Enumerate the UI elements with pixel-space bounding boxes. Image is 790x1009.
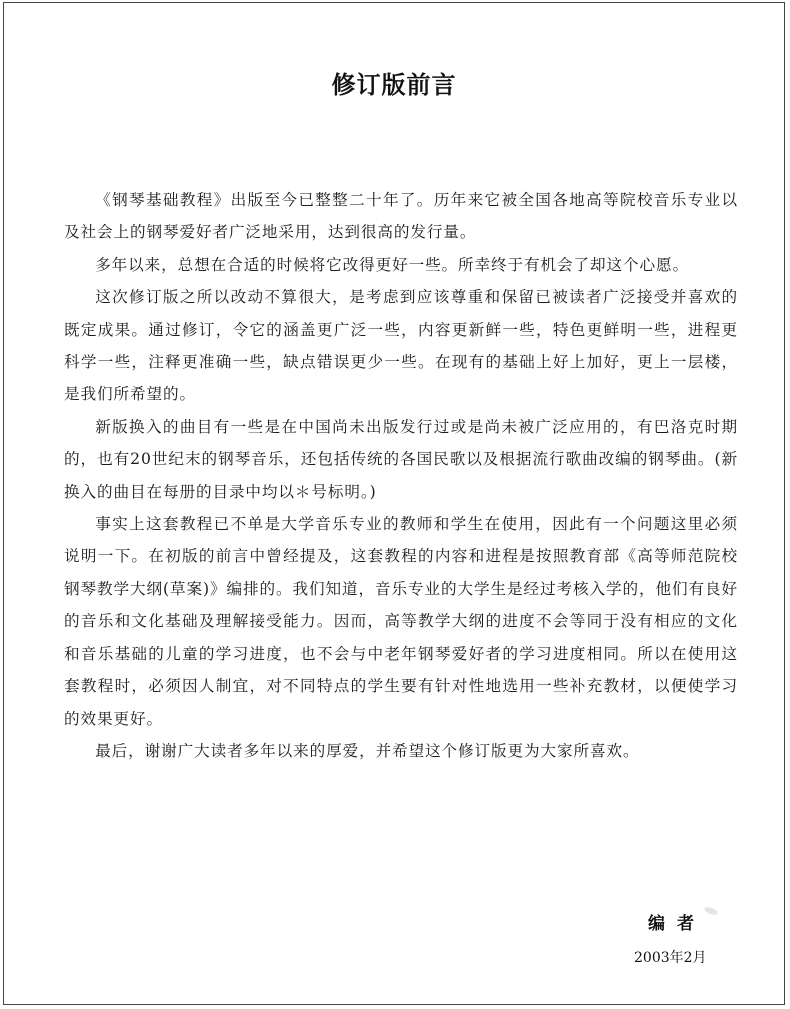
- author-signature: 编者: [648, 914, 706, 934]
- page-title: 修订版前言: [331, 71, 457, 99]
- page-frame: [3, 2, 785, 1005]
- paragraph-5: 事实上这套教程已不单是大学音乐专业的教师和学生在使用，因此有一个问题这里必须说明一下。在初版的前言中曾经提及，这套教程的内容和进程是按照教育部《高等师范院校钢琴教学大纲(草案)》编排的。我们知道，音乐专业的大学生是经过考核入学的，他们有良好的音乐和文化基础及理解接受能力。因而，高等教学大纲的进度不会等同于没有相应的文化和音乐基础的儿童的学习进度，也不会与中老年钢琴爱好者的学习进度相同。所以在使用这套教程时，必须因人制宜，对不同特点的学生要有针对性地选用一些补充教材，以便使学习的效果更好。: [64, 515, 738, 728]
- paragraph-6: 最后，谢谢广大读者多年以来的厚爱，并希望这个修订版更为大家所喜欢。: [95, 741, 640, 760]
- publication-date: 2003年2月: [634, 950, 707, 966]
- paragraph-4: 新版换入的曲目有一些是在中国尚未出版发行过或是尚未被广泛应用的，有巴洛克时期的，也有20世纪末的钢琴音乐，还包括传统的各国民歌以及根据流行歌曲改编的钢琴曲。(新换入的曲目在每册的目录中均以＊号标明。): [64, 417, 738, 501]
- paragraph-3: 这次修订版之所以改动不算很大，是考虑到应该尊重和保留已被读者广泛接受并喜欢的既定成果。通过修订，令它的涵盖更广泛一些，内容更新鲜一些，特色更鲜明一些，进程更科学一些，注释更准确一些，缺点错误更少一些。在现有的基础上好上加好，更上一层楼，是我们所希望的。: [64, 288, 738, 404]
- preface-body: [64, 184, 738, 767]
- paragraph-1: 《钢琴基础教程》出版至今已整整二十年了。历年来它被全国各地高等院校音乐专业以及社会上的钢琴爱好者广泛地采用，达到很高的发行量。: [64, 191, 738, 242]
- paragraph-2: 多年以来，总想在合适的时候将它改得更好一些。所幸终于有机会了却这个心愿。: [95, 255, 689, 274]
